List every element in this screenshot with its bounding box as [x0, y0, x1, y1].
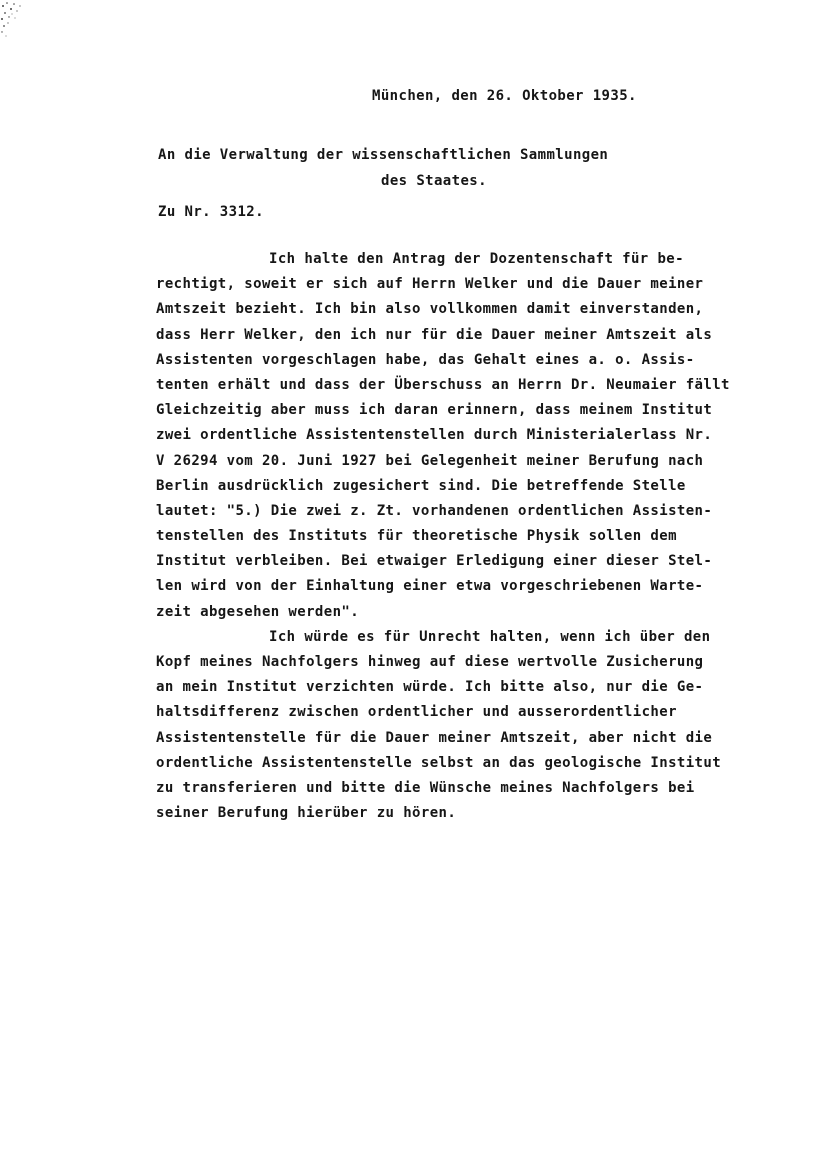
body-line: Gleichzeitig aber muss ich daran erinnern, dass meinem Institut — [156, 402, 713, 419]
body-line: lautet: "5.) Die zwei z. Zt. vorhandenen ordentlichen Assisten- — [156, 502, 713, 519]
paragraph-2 — [156, 625, 822, 827]
letter-body — [156, 247, 822, 826]
body-line: Assistenten vorgeschlagen habe, das Gehalt eines a. o. Assis- — [156, 351, 695, 368]
body-line: ordentliche Assistentenstelle selbst an das geologische Institut — [156, 754, 722, 771]
recipient-line-1: An die Verwaltung der wissenschaftlichen Sammlungen — [158, 147, 609, 163]
recipient-line-2: des Staates. — [381, 173, 487, 189]
body-line: len wird von der Einhaltung einer etwa vorgeschriebenen Warte- — [156, 578, 704, 595]
body-line: zwei ordentliche Assistentenstellen durch Ministerialerlass Nr. — [156, 427, 713, 444]
body-line: Assistentenstelle für die Dauer meiner Amtszeit, aber nicht die — [156, 729, 713, 746]
body-line: zu transferieren und bitte die Wünsche meines Nachfolgers bei — [156, 779, 695, 796]
body-line: tenstellen des Instituts für theoretische Physik sollen dem — [156, 528, 677, 545]
body-line: Kopf meines Nachfolgers hinweg auf diese wertvolle Zusicherung — [156, 654, 704, 670]
letter-date-line: München, den 26. Oktober 1935. — [372, 88, 637, 104]
body-line: zeit abgesehen werden". — [156, 603, 360, 620]
body-line: Ich halte den Antrag der Dozentenschaft für be- — [269, 251, 684, 267]
body-line: Institut verbleiben. Bei etwaiger Erledigung einer dieser Stel- — [156, 553, 713, 570]
scan-speckle-mark — [0, 0, 34, 44]
body-line: seiner Berufung hierüber zu hören. — [156, 805, 457, 822]
reference-number: Zu Nr. 3312. — [158, 204, 264, 220]
body-line: Amtszeit bezieht. Ich bin also vollkommen damit einverstanden, — [156, 301, 704, 318]
body-line: dass Herr Welker, den ich nur für die Dauer meiner Amtszeit als — [156, 326, 713, 343]
body-line: haltsdifferenz zwischen ordentlicher und ausserordentlicher — [156, 704, 677, 721]
body-line: Ich würde es für Unrecht halten, wenn ich über den — [269, 628, 711, 645]
body-line: Berlin ausdrücklich zugesichert sind. Die betreffende Stelle — [156, 477, 686, 494]
body-line: V 26294 vom 20. Juni 1927 bei Gelegenheit meiner Berufung nach — [156, 452, 704, 469]
body-line: tenten erhält und dass der Überschuss an Herrn Dr. Neumaier fällt — [156, 376, 730, 393]
body-line: rechtigt, soweit er sich auf Herrn Welker und die Dauer meiner — [156, 276, 704, 293]
body-line: an mein Institut verzichten würde. Ich bitte also, nur die Ge- — [156, 679, 704, 696]
paragraph-1 — [156, 247, 822, 625]
